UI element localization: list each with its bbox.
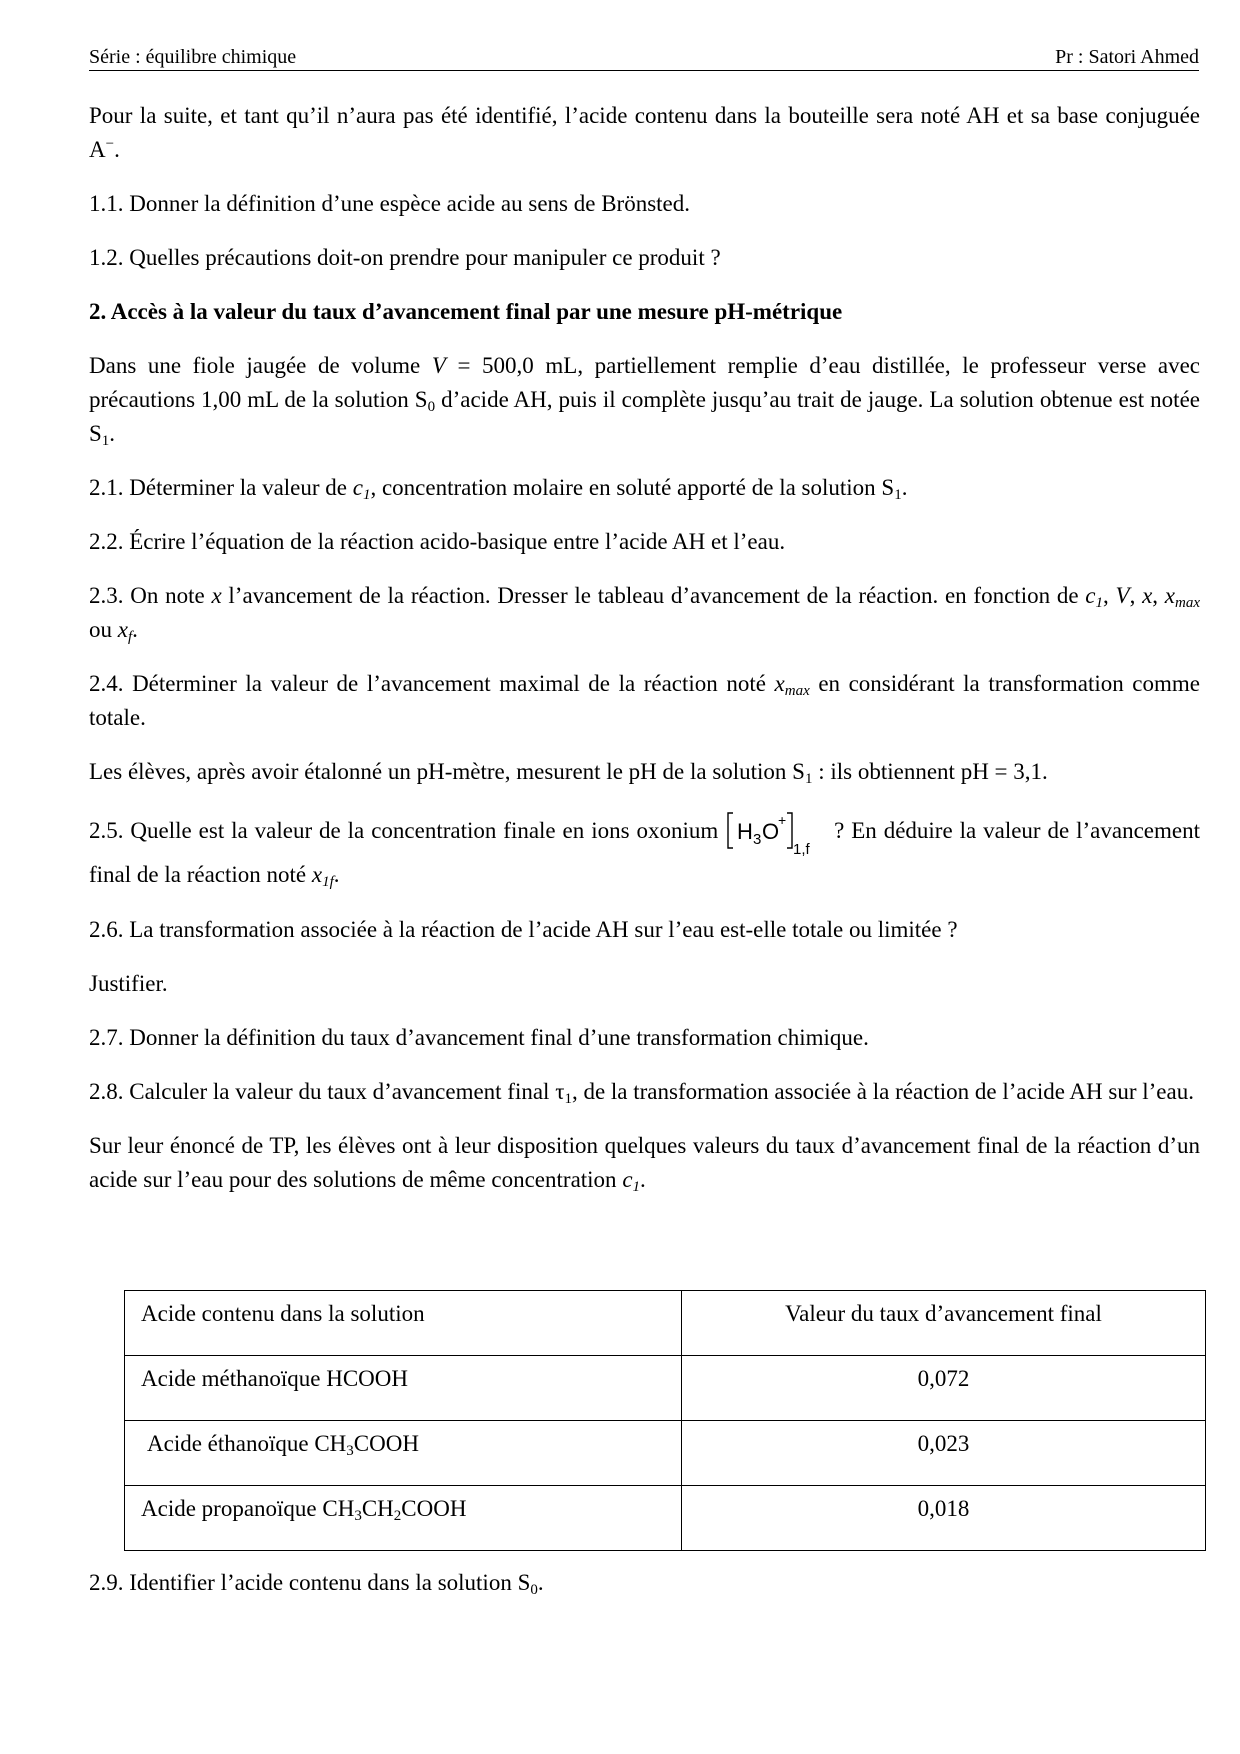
question-2-7: 2.7. Donner la définition du taux d’avancement final d’une transformation chimique.	[89, 1025, 869, 1050]
page-header	[89, 44, 1199, 71]
table-row	[125, 1356, 1206, 1421]
table-cell-rate: 0,023	[682, 1421, 1206, 1486]
paragraph-dilution: Dans une fiole jaugée de volume V = 500,0 mL, partiellement remplie d’eau distillée, le professeur verse avec précautions 1,00 mL de la solution $S_0$ d’acide AH, puis il complète jusqu’au trait de jauge. La solution obtenue est notée $S_1$.	[89, 353, 1200, 449]
table-cell-acid: Acide méthanoïque HCOOH	[125, 1356, 682, 1421]
table-cell-rate: 0,018	[682, 1486, 1206, 1551]
acid-data-table	[124, 1290, 1206, 1551]
table-row	[125, 1421, 1206, 1486]
oxonium-concentration-formula	[725, 812, 827, 858]
question-2-3: 2.3. On note x l’avancement de la réaction. Dresser le tableau d’avancement de la réaction. en fonction de $c_1$, V, x, $x_{max}$ ou $x_f$.	[89, 583, 1200, 645]
table-cell-acid: Acide éthanoïque $CH_3COOH$	[125, 1421, 682, 1486]
table-row	[125, 1486, 1206, 1551]
table-header-row	[125, 1291, 1206, 1356]
document-body	[89, 99, 1200, 1217]
question-2-5: 2.5. Quelle est la valeur de la concentration finale en ions oxonium H 3 O + 1,f ? En déduire la valeur de l’avancement final de la réaction noté $x_{1f}$.	[89, 812, 1201, 890]
paragraph-ph-measurement: Les élèves, après avoir étalonné un pH-mètre, mesurent le pH de la solution $S_1$ : ils obtiennent pH = 3,1.	[89, 759, 1048, 787]
intro-paragraph: Pour la suite, et tant qu’il n’aura pas été identifié, l’acide contenu dans la bouteille sera noté AH et sa base conjuguée A−.	[89, 103, 1200, 162]
question-1-1: 1.1. Donner la définition d’une espèce acide au sens de Brönsted.	[89, 191, 690, 216]
header-author: Pr : Satori Ahmed	[1055, 46, 1199, 68]
svg-text:1,f: 1,f	[793, 841, 810, 858]
question-2-2: 2.2. Écrire l’équation de la réaction acido-basique entre l’acide AH et l’eau.	[89, 529, 786, 554]
question-2-8: 2.8. Calculer la valeur du taux d’avancement final $\tau_1$, de la transformation associée à la réaction de l’acide AH sur l’eau.	[89, 1079, 1194, 1107]
svg-text:O: O	[762, 819, 780, 844]
section-2-title: 2. Accès à la valeur du taux d’avancement final par une mesure pH-métrique	[89, 299, 843, 324]
table-cell-rate: 0,072	[682, 1356, 1206, 1421]
question-2-9: 2.9. Identifier l’acide contenu dans la solution $S_0$.	[89, 1570, 544, 1598]
table-header-acid: Acide contenu dans la solution	[125, 1291, 682, 1356]
question-2-1: 2.1. Déterminer la valeur de $c_1$, concentration molaire en soluté apporté de la solution $S_1$.	[89, 475, 908, 503]
question-1-2: 1.2. Quelles précautions doit-on prendre pour manipuler ce produit ?	[89, 245, 721, 270]
svg-text:H: H	[737, 819, 754, 844]
svg-text:+: +	[778, 812, 787, 828]
header-series-title: Série : équilibre chimique	[89, 46, 297, 68]
svg-text:3: 3	[753, 831, 762, 848]
question-2-4: 2.4. Déterminer la valeur de l’avancement maximal de la réaction noté $x_{max}$ en considérant la transformation comme totale.	[89, 671, 1200, 730]
question-2-6: 2.6. La transformation associée à la réaction de l’acide AH sur l’eau est-elle totale ou limitée ?	[89, 917, 958, 942]
table-header-rate: Valeur du taux d’avancement final	[682, 1291, 1206, 1356]
table-cell-acid: Acide propanoïque $CH_3CH_2COOH$	[125, 1486, 682, 1551]
paragraph-tp-statement: Sur leur énoncé de TP, les élèves ont à leur disposition quelques valeurs du taux d’avancement final de la réaction d’un acide sur l’eau pour des solutions de même concentration $c_1$.	[89, 1133, 1200, 1195]
question-2-6-justify: Justifier.	[89, 971, 168, 996]
